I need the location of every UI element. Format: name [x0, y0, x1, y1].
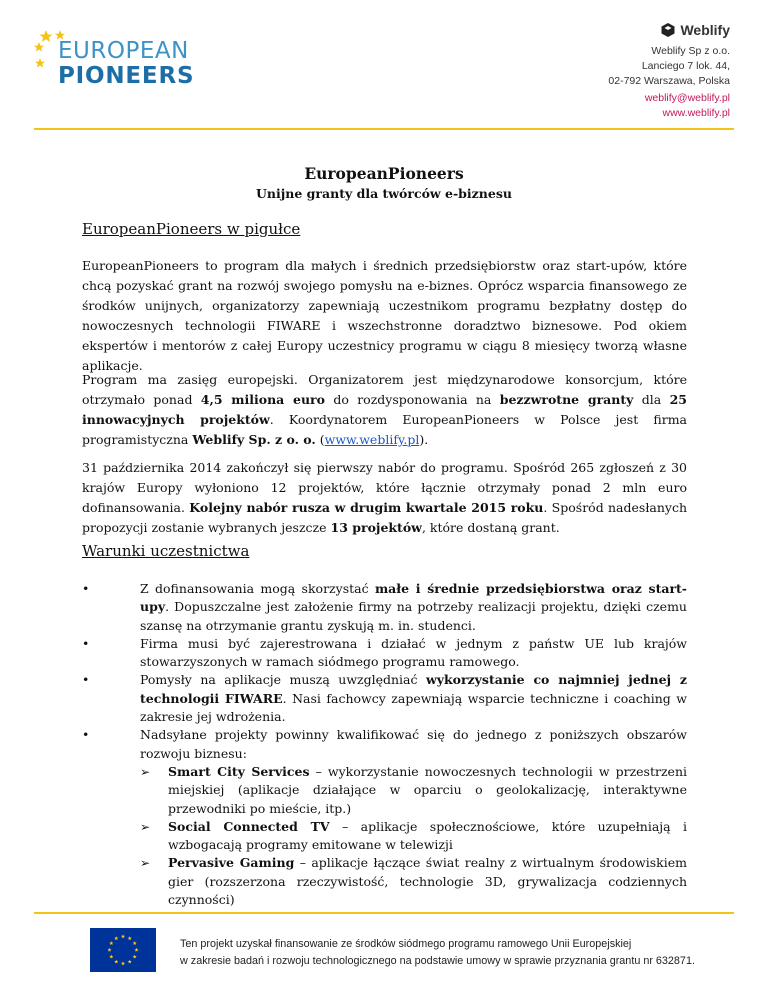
document-title: EuropeanPioneers	[304, 164, 464, 183]
bold-coordinator: Weblify Sp. z o. o.	[192, 432, 316, 447]
conditions-list	[82, 580, 687, 909]
bold-project-count: 13 projektów	[330, 520, 422, 535]
bullet-icon: •	[82, 672, 90, 688]
bullet-icon: •	[82, 581, 90, 596]
arrow-bullet-icon: ➢	[140, 764, 151, 779]
sub-list-item: ➢ Pervasive Gaming – aplikacje łączące świat realny z wirtualnym środowiskiem gier (rozszerzona rzeczywistość, technologie 3D, grywalizacja codziennych czynności)	[140, 855, 687, 908]
company-website-link[interactable]: www.weblify.pl	[662, 107, 730, 119]
arrow-bullet-icon: ➢	[140, 856, 151, 871]
weblify-brand-name: Weblify	[680, 22, 730, 38]
bold-next-call: Kolejny nabór rusza w drugim kwartale 2015 roku	[189, 500, 544, 515]
bold-amount: 4,5 miliona euro	[200, 392, 325, 407]
list-item: • Firma musi być zajerestrowana i działać w jednym z państw UE lub krajów stowarzyszonych w ramach siódmego programu ramowego.	[82, 635, 687, 670]
footer-funding-note	[180, 936, 695, 970]
eu-flag-icon	[90, 928, 156, 972]
sub-list-item: ➢ Smart City Services – wykorzystanie nowoczesnych technologii w przestrzeni miejskiej (aplikacje działające w oparciu o geolokalizację, interaktywne przewodniki po mieście, itp.)	[140, 763, 687, 816]
address-line: Lanciego 7 lok. 44,	[641, 60, 730, 72]
section-heading-overview: EuropeanPioneers w pigułce	[82, 220, 301, 238]
logo-word-european: EUROPEAN	[58, 38, 189, 64]
footer-line: Ten projekt uzyskał finansowanie ze środków siódmego programu ramowego Unii Europejskiej	[180, 938, 632, 950]
address-line: 02-792 Warszawa, Polska	[608, 75, 730, 87]
bold-grants: bezzwrotne granty	[499, 392, 634, 407]
paragraph-intro: EuropeanPioneers to program dla małych i średnich przedsiębiorstw oraz start-upów, które chcą pozyskać grant na rozwój swojego pomysłu na e-biznes. Oprócz wsparcia finansowego ze środków unijnych, organizatorzy zapewniają uczestnikom programu bezpłatny dostęp do nowoczesnych technologii FIWARE i wszechstronne doradztwo biznesowe. Pod okiem ekspertów i mentorów z całej Europy uczestnicy programu w ciągu 8 miesięcy tworzą własne aplikacje.	[82, 258, 687, 373]
arrow-bullet-icon: ➢	[140, 819, 151, 834]
header-divider	[34, 128, 734, 130]
footer-divider	[34, 912, 734, 914]
company-info	[608, 22, 730, 121]
logo-word-pioneers: PIONEERS	[58, 63, 195, 89]
paragraph-recruitment: 31 października 2014 zakończył się pierwszy nabór do programu. Spośród 265 zgłoszeń z 30 krajów Europy wyłoniono 12 projektów, które łącznie otrzymały ponad 2 mln euro dofinansowania. Kolejny nabór rusza w drugim kwartale 2015 roku. Spośród nadesłanych propozycji zostanie wybranych jeszcze 13 projektów, które dostaną grant.	[82, 460, 687, 535]
bold-projects: 25 innowacyjnych projektów	[82, 392, 687, 427]
footer-line: w zakresie badań i rozwoju technologicznego na podstawie umowy w sprawie przyznania grantu nr 632871.	[180, 955, 695, 967]
european-pioneers-logo	[34, 28, 194, 92]
list-item: • Nadsyłane projekty powinny kwalifikować się do jednego z poniższych obszarów rozwoju biznesu: ➢ Smart City Services – wykorzystanie nowoczesnych technologii w przestrzeni miejskiej (aplikacje działające w oparciu o geolokalizację, interaktywne przewodniki po mieście, itp.) ➢ Social Connected TV – aplikacje społecznościowe, które uzupełniają i wzbogacają programy emitowane w telewizji ➢ Pervasive Gaming – aplikacje łączące świat realny z wirtualnym środowiskiem gier (rozszerzona rzeczywistość, technologie 3D, grywalizacja codziennych czynności)	[82, 726, 687, 909]
list-item: • Z dofinansowania mogą skorzystać małe i średnie przedsiębiorstwa oraz start-upy. Dopuszczalne jest założenie firmy na potrzeby realizacji projektu, dzięki czemu szansę na otrzymanie grantu zyskują m. in. studenci.	[82, 581, 687, 633]
bullet-icon: •	[82, 635, 90, 651]
weblify-logo	[608, 22, 730, 38]
weblify-website-link[interactable]: www.weblify.pl	[324, 432, 420, 447]
address-line: Weblify Sp z o.o.	[651, 45, 730, 57]
bullet-icon: •	[82, 727, 90, 743]
business-areas-list	[140, 763, 687, 909]
company-email-link[interactable]: weblify@weblify.pl	[644, 92, 730, 104]
paragraph-program-scope: Program ma zasięg europejski. Organizatorem jest międzynarodowe konsorcjum, które otrzymało ponad 4,5 miliona euro do rozdysponowania na bezzwrotne granty dla 25 innowacyjnych projektów. Koordynatorem EuropeanPioneers w Polsce jest firma programistyczna Weblify Sp. z o. o. (www.weblify.pl).	[82, 372, 687, 447]
section-heading-conditions: Warunki uczestnictwa	[82, 542, 250, 560]
document-subtitle: Unijne granty dla twórców e-biznesu	[256, 186, 512, 201]
sub-list-item: ➢ Social Connected TV – aplikacje społecznościowe, które uzupełniają i wzbogacają programy emitowane w telewizji	[140, 818, 687, 853]
weblify-cube-icon	[660, 22, 676, 38]
list-item: • Pomysły na aplikacje muszą uwzględniać wykorzystanie co najmniej jednej z technologii FIWARE. Nasi fachowcy zapewniają wsparcie techniczne i coaching w zakresie jej wdrożenia.	[82, 672, 687, 725]
